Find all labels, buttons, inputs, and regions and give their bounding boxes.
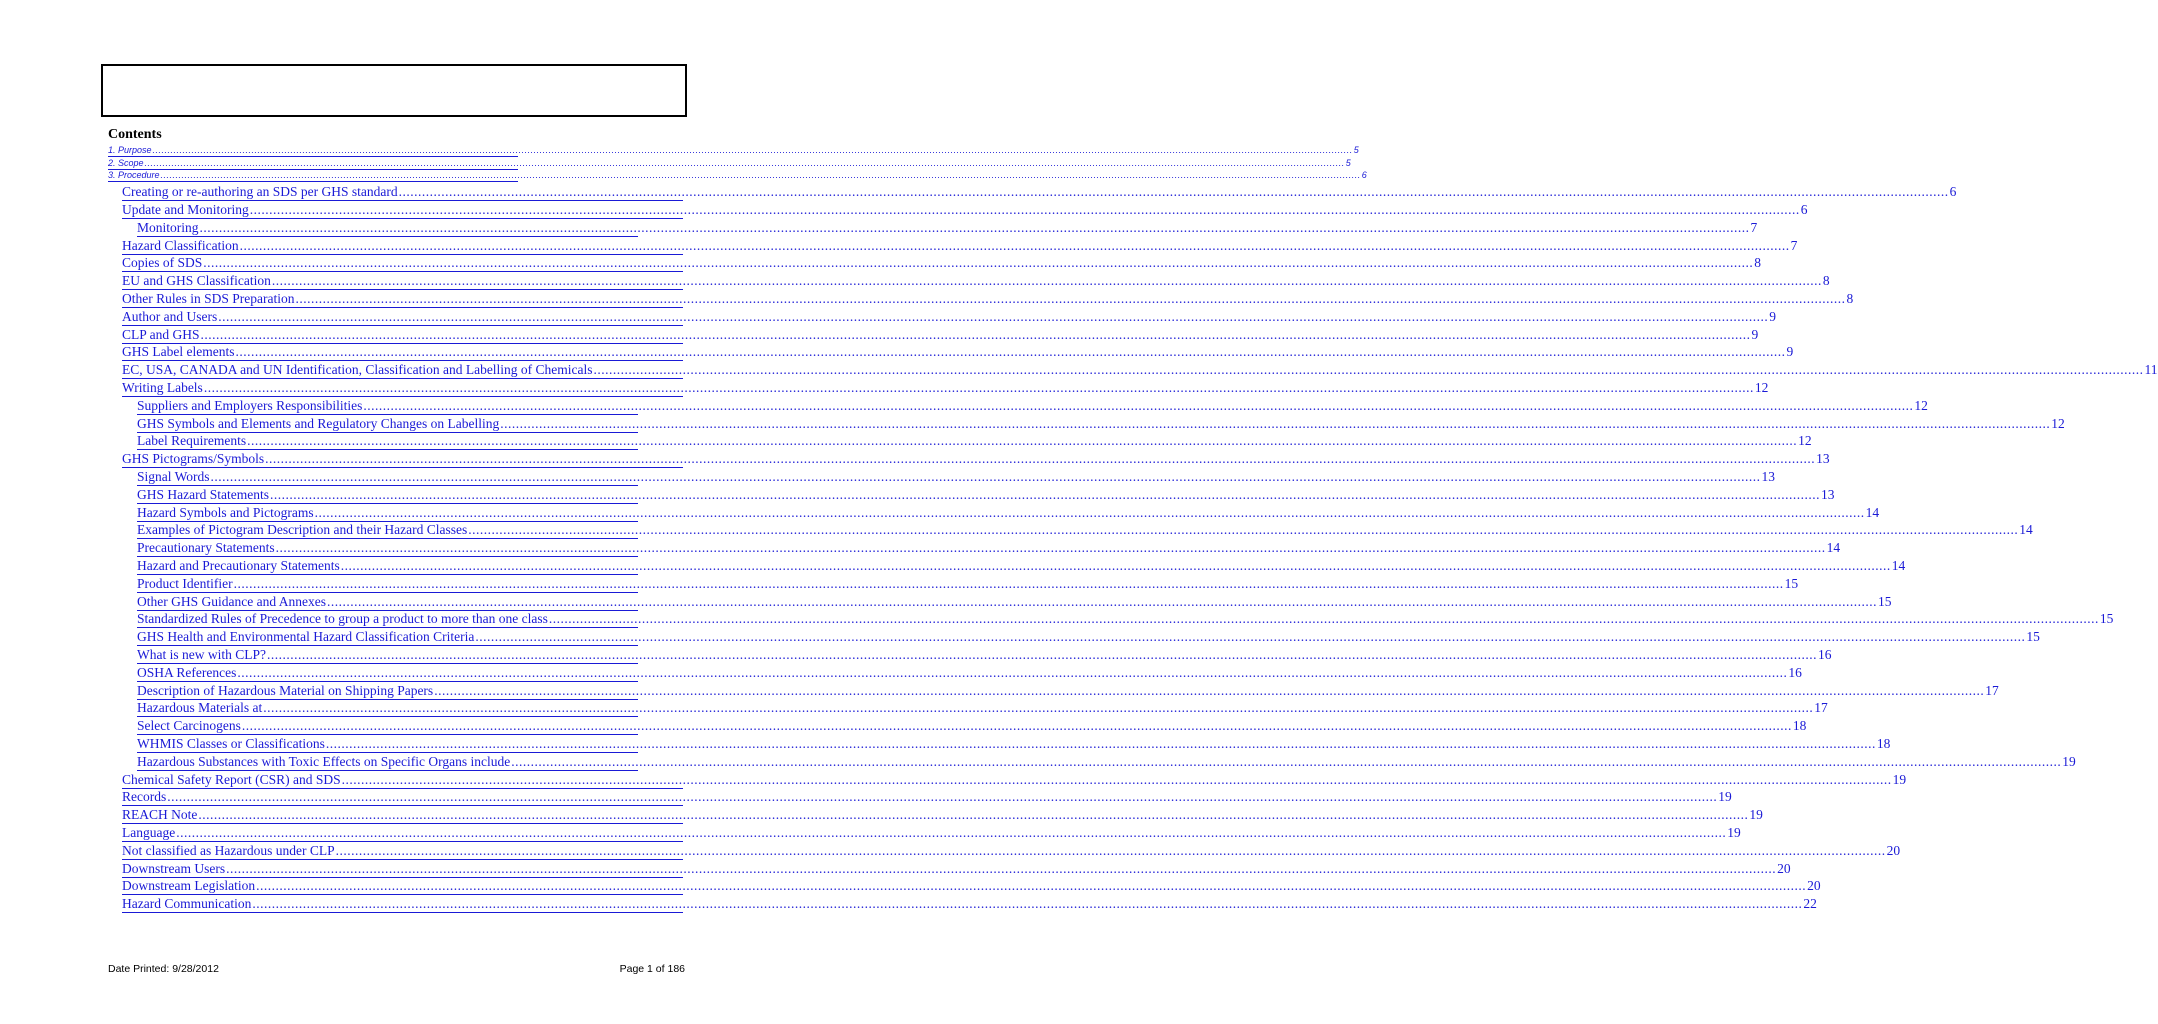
- toc-entry-leader: ................................................................................................................................................................................................................................................................................................................................................................................................................: [468, 522, 2019, 538]
- toc-entry-title: Monitoring: [137, 219, 199, 235]
- toc-entry-leader: ................................................................................................................................................................................................................................................................................................................................................................................................................: [275, 540, 1826, 556]
- toc-entry[interactable]: [137, 219, 1758, 237]
- toc-entry-leader: ................................................................................................................................................................................................................................................................................................................................................................................................................: [326, 593, 1877, 609]
- toc-entry-title: Product Identifier: [137, 575, 233, 591]
- toc-entry-page: 19: [1749, 807, 1763, 823]
- toc-entry-page: 9: [1751, 326, 1759, 342]
- toc-entry[interactable]: [122, 184, 1957, 202]
- toc-entry-page: 12: [1914, 397, 1928, 413]
- toc-entry-leader: ................................................................................................................................................................................................................................................................................................................................................................................................................: [341, 771, 1892, 787]
- toc-entry-page: 17: [1985, 682, 1999, 698]
- toc-entry[interactable]: [122, 290, 1854, 308]
- toc-entry-page: 15: [1877, 593, 1892, 609]
- toc-entry-page: 8: [1754, 255, 1762, 271]
- toc-entry-leader: ................................................................................................................................................................................................................................................................................................................................................................................................................: [199, 219, 1750, 235]
- toc-entry[interactable]: [122, 771, 1907, 789]
- toc-entry-leader: ................................................................................................................................................................................................................................................................................................................................................................................................................: [198, 807, 1749, 823]
- toc-entry-title: REACH Note: [122, 807, 198, 823]
- toc-entry-title: Writing Labels: [122, 380, 203, 396]
- toc-entry-leader: ................................................................................................................................................................................................................................................................................................................................................................................................................: [263, 700, 1814, 716]
- toc-entry-leader: ................................................................................................................................................................................................................................................................................................................................................................................................................: [176, 825, 1727, 841]
- toc-entry[interactable]: [137, 593, 1892, 611]
- toc-entry[interactable]: [137, 735, 1891, 753]
- toc-entry-title: Examples of Pictogram Description and their Hazard Classes: [137, 522, 468, 538]
- toc-entry-leader: ................................................................................................................................................................................................................................................................................................................................................................................................................: [340, 558, 1891, 574]
- toc-entry-page: 6: [1949, 184, 1957, 200]
- toc-entry-page: 19: [1727, 825, 1741, 841]
- toc-entry-leader: ................................................................................................................................................................................................................................................................................................................................................................................................................: [233, 575, 1784, 591]
- toc-entry-title: GHS Hazard Statements: [137, 486, 269, 502]
- toc-entry-page: 5: [1353, 145, 1359, 155]
- toc-entry-page: 8: [1822, 273, 1830, 289]
- toc-entry-page: 9: [1769, 308, 1776, 324]
- toc-entry[interactable]: [137, 522, 2033, 540]
- toc-entry[interactable]: [137, 611, 2114, 629]
- toc-entry-page: 14: [2019, 522, 2033, 538]
- toc-entry-page: 8: [1846, 291, 1854, 307]
- toc-entry-leader: ................................................................................................................................................................................................................................................................................................................................................................................................................: [271, 273, 1822, 289]
- toc-entry[interactable]: [137, 415, 2065, 433]
- toc-entry-page: 15: [2099, 611, 2114, 627]
- toc-entry-leader: ................................................................................................................................................................................................................................................................................................................................................................................................................: [235, 344, 1786, 360]
- toc-entry-leader: ................................................................................................................................................................................................................................................................................................................................................................................................................: [210, 469, 1761, 485]
- toc-entry-leader: ................................................................................................................................................................................................................................................................................................................................................................................................................: [218, 308, 1769, 324]
- toc-entry[interactable]: [122, 201, 1808, 219]
- toc-entry-leader: ................................................................................................................................................................................................................................................................................................................................................................................................................: [247, 433, 1798, 449]
- toc-entry[interactable]: [137, 700, 1828, 718]
- toc-entry-page: 13: [1820, 486, 1835, 502]
- toc-entry-leader: ................................................................................................................................................................................................................................................................................................................................................................................................................: [237, 664, 1788, 680]
- toc-entry-page: 17: [1814, 700, 1828, 716]
- toc-entry-title: 3. Procedure: [108, 170, 160, 180]
- toc-entry[interactable]: [122, 860, 1791, 878]
- toc-entry-title: EC, USA, CANADA and UN Identification, Classification and Labelling of Chemicals: [122, 362, 593, 378]
- toc-entry-page: 9: [1786, 344, 1794, 360]
- toc-entry-title: Description of Hazardous Material on Shipping Papers: [137, 682, 434, 698]
- toc-entry[interactable]: [137, 397, 1928, 415]
- toc-entry-page: 14: [1891, 558, 1906, 574]
- toc-entry-title: Label Requirements: [137, 433, 247, 449]
- toc-entry-leader: ................................................................................................................................................................................................................................................................................................................................................................................................................: [203, 380, 1754, 396]
- toc-entry-page: 6: [1800, 202, 1808, 218]
- toc-entry-title: Other Rules in SDS Preparation: [122, 291, 295, 307]
- toc-entry[interactable]: [137, 433, 1812, 451]
- toc-entry-page: 12: [1754, 380, 1769, 396]
- toc-entry-page: 6: [1361, 170, 1367, 180]
- toc-entry-title: Update and Monitoring: [122, 202, 249, 218]
- toc-entry-page: 11: [2144, 362, 2158, 378]
- toc-entry[interactable]: [122, 807, 1763, 825]
- toc-entry-page: 14: [1865, 504, 1880, 520]
- document-title-box: [101, 64, 687, 117]
- toc-entry-leader: ................................................................................................................................................................................................................................................................................................................................................................................................................: [256, 878, 1807, 894]
- toc-entry-page: 16: [1788, 664, 1802, 680]
- toc-entry[interactable]: [122, 824, 1741, 842]
- toc-entry-leader: ................................................................................................................................................................................................................................................................................................................................................................................................................: [269, 486, 1820, 502]
- toc-entry-title: Standardized Rules of Precedence to group a product to more than one class: [137, 611, 548, 627]
- toc-entry[interactable]: [137, 557, 1906, 575]
- toc-entry-leader: ................................................................................................................................................................................................................................................................................................................................................................................................................: [266, 647, 1817, 663]
- toc-entry-page: 14: [1826, 540, 1841, 556]
- toc-entry-title: Not classified as Hazardous under CLP: [122, 842, 335, 858]
- toc-entry-leader: ................................................................................................................................................................................................................................................................................................................................................................................................................: [398, 184, 1949, 200]
- toc-entry[interactable]: [122, 842, 1901, 860]
- toc-entry-page: 12: [2051, 415, 2065, 431]
- toc-entry[interactable]: [122, 344, 1794, 362]
- toc-entry[interactable]: [122, 878, 1821, 896]
- toc-entry-page: 15: [2026, 629, 2040, 645]
- footer-date-printed: Date Printed: 9/28/2012: [108, 963, 219, 975]
- toc-entry[interactable]: [137, 646, 1832, 664]
- toc-entry-leader: ................................................................................................................................................................................................................................................................................................................................................................................................................: [249, 202, 1800, 218]
- toc-entry-page: 22: [1803, 896, 1817, 912]
- toc-entry-leader: ................................................................................................................................................................................................................................................................................................................................................................................................................: [593, 362, 2144, 378]
- toc-entry-title: 1. Purpose: [108, 145, 152, 155]
- toc-entry-leader: ................................................................................................................................................................................................................................................................................................................................................................................................................: [475, 629, 2026, 645]
- toc-entry-leader: ................................................................................................................................................................................................................................................................................................................................................................................................................: [335, 842, 1886, 858]
- toc-entry-page: 18: [1792, 718, 1807, 734]
- toc-entry[interactable]: [122, 362, 2158, 380]
- toc-entry-leader: ................................................................................................................................................................................................................................................................................................................................................................................................................: [167, 789, 1718, 805]
- toc-entry[interactable]: [108, 157, 1351, 170]
- toc-entry-title: GHS Pictograms/Symbols: [122, 451, 265, 467]
- toc-entry[interactable]: [122, 237, 1798, 255]
- toc-entry-title: Precautionary Statements: [137, 540, 275, 556]
- toc-entry-title: Hazardous Materials at: [137, 700, 263, 716]
- toc-entry-title: Hazard and Precautionary Statements: [137, 558, 340, 574]
- toc-entry-page: 13: [1761, 469, 1776, 485]
- toc-entry[interactable]: [122, 308, 1776, 326]
- toc-entry[interactable]: [137, 718, 1807, 736]
- toc-entry-title: WHMIS Classes or Classifications: [137, 736, 325, 752]
- toc-entry-page: 18: [1876, 736, 1891, 752]
- toc-entry-leader: ................................................................................................................................................................................................................................................................................................................................................................................................................: [511, 753, 2062, 769]
- toc-entry[interactable]: [137, 540, 1841, 558]
- toc-entry[interactable]: [137, 486, 1835, 504]
- toc-entry[interactable]: [122, 326, 1759, 344]
- toc-entry-leader: ................................................................................................................................................................................................................................................................................................................................................................................................................: [548, 611, 2099, 627]
- toc-entry[interactable]: [122, 789, 1732, 807]
- toc-entry-page: 7: [1790, 237, 1798, 253]
- toc-entry-page: 19: [1718, 789, 1732, 805]
- toc-entry-title: EU and GHS Classification: [122, 273, 271, 289]
- toc-entry-title: Downstream Legislation: [122, 878, 256, 894]
- toc-entry[interactable]: [122, 451, 1830, 469]
- toc-entry-page: 13: [1816, 451, 1830, 467]
- toc-entry-title: Records: [122, 789, 167, 805]
- toc-entry-page: 20: [1777, 860, 1791, 876]
- toc-entry-title: Hazardous Substances with Toxic Effects on Specific Organs include: [137, 753, 511, 769]
- toc-entry[interactable]: [122, 255, 1762, 273]
- toc-entry-leader: ................................................................................................................................................................................................................................................................................................................................................................................................................: [144, 157, 1345, 168]
- toc-entry-page: 20: [1807, 878, 1821, 894]
- toc-entry-title: GHS Symbols and Elements and Regulatory Changes on Labelling: [137, 415, 500, 431]
- toc-entry-title: GHS Label elements: [122, 344, 235, 360]
- toc-entry-title: Copies of SDS: [122, 255, 203, 271]
- toc-entry[interactable]: [137, 682, 1999, 700]
- toc-entry[interactable]: [137, 629, 2040, 647]
- toc-entry-title: Creating or re-authoring an SDS per GHS standard: [122, 184, 398, 200]
- toc-entry-page: 15: [1784, 575, 1799, 591]
- toc-entry-page: 5: [1345, 157, 1351, 168]
- toc-entry-title: Hazard Classification: [122, 237, 239, 253]
- toc-entry[interactable]: [108, 170, 1367, 182]
- toc-entry-title: 2. Scope: [108, 157, 144, 168]
- toc-entry-leader: ................................................................................................................................................................................................................................................................................................................................................................................................................: [434, 682, 1985, 698]
- toc-entry-leader: ................................................................................................................................................................................................................................................................................................................................................................................................................: [295, 291, 1846, 307]
- toc-entry-leader: ................................................................................................................................................................................................................................................................................................................................................................................................................: [325, 736, 1876, 752]
- toc-entry[interactable]: [122, 379, 1769, 397]
- toc-entry[interactable]: [137, 753, 2076, 771]
- toc-entry-leader: ................................................................................................................................................................................................................................................................................................................................................................................................................: [160, 170, 1361, 180]
- toc-entry[interactable]: [122, 273, 1830, 291]
- toc-entry-title: Hazard Communication: [122, 896, 252, 912]
- toc-entry[interactable]: [137, 575, 1799, 593]
- toc-entry-leader: ................................................................................................................................................................................................................................................................................................................................................................................................................: [239, 237, 1790, 253]
- toc-entry-page: 19: [2062, 753, 2076, 769]
- toc-entry-title: Select Carcinogens: [137, 718, 241, 734]
- toc-entry-title: Language: [122, 825, 176, 841]
- toc-entry-leader: ................................................................................................................................................................................................................................................................................................................................................................................................................: [363, 397, 1914, 413]
- toc-entry-title: CLP and GHS: [122, 326, 200, 342]
- toc-entry-title: What is new with CLP?: [137, 647, 266, 663]
- toc-entry[interactable]: [137, 468, 1776, 486]
- toc-entry-title: Downstream Users: [122, 860, 226, 876]
- toc-entry-title: Other GHS Guidance and Annexes: [137, 593, 326, 609]
- toc-entry-page: 16: [1817, 647, 1832, 663]
- toc-entry-page: 7: [1750, 219, 1758, 235]
- toc-entry-leader: ................................................................................................................................................................................................................................................................................................................................................................................................................: [314, 504, 1865, 520]
- toc-entry-title: GHS Health and Environmental Hazard Classification Criteria: [137, 629, 475, 645]
- toc-entry[interactable]: [108, 145, 1359, 157]
- toc-entry-title: Author and Users: [122, 308, 218, 324]
- toc-entry-leader: ................................................................................................................................................................................................................................................................................................................................................................................................................: [200, 326, 1751, 342]
- toc-entry-title: OSHA References: [137, 664, 237, 680]
- toc-entry-leader: ................................................................................................................................................................................................................................................................................................................................................................................................................: [226, 860, 1777, 876]
- footer-page-number: Page 1 of 186: [619, 963, 685, 975]
- toc-entry-title: Hazard Symbols and Pictograms: [137, 504, 314, 520]
- toc-entry-title: Suppliers and Employers Responsibilities: [137, 397, 363, 413]
- toc-entry-page: 20: [1886, 842, 1901, 858]
- toc-entry[interactable]: [137, 664, 1802, 682]
- toc-entry-leader: ................................................................................................................................................................................................................................................................................................................................................................................................................: [203, 255, 1754, 271]
- toc-entry-title: Chemical Safety Report (CSR) and SDS: [122, 771, 341, 787]
- toc-entry-leader: ................................................................................................................................................................................................................................................................................................................................................................................................................: [265, 451, 1816, 467]
- toc-entry-leader: ................................................................................................................................................................................................................................................................................................................................................................................................................: [252, 896, 1803, 912]
- toc-entry[interactable]: [137, 504, 1880, 522]
- toc-entry-page: 19: [1892, 771, 1907, 787]
- toc-entry-leader: ................................................................................................................................................................................................................................................................................................................................................................................................................: [152, 145, 1353, 155]
- contents-heading: Contents: [108, 127, 162, 142]
- toc-entry-leader: ................................................................................................................................................................................................................................................................................................................................................................................................................: [500, 415, 2051, 431]
- toc-entry-leader: ................................................................................................................................................................................................................................................................................................................................................................................................................: [241, 718, 1792, 734]
- toc-entry-page: 12: [1798, 433, 1812, 449]
- toc-entry[interactable]: [122, 896, 1817, 914]
- toc-entry-title: Signal Words: [137, 469, 210, 485]
